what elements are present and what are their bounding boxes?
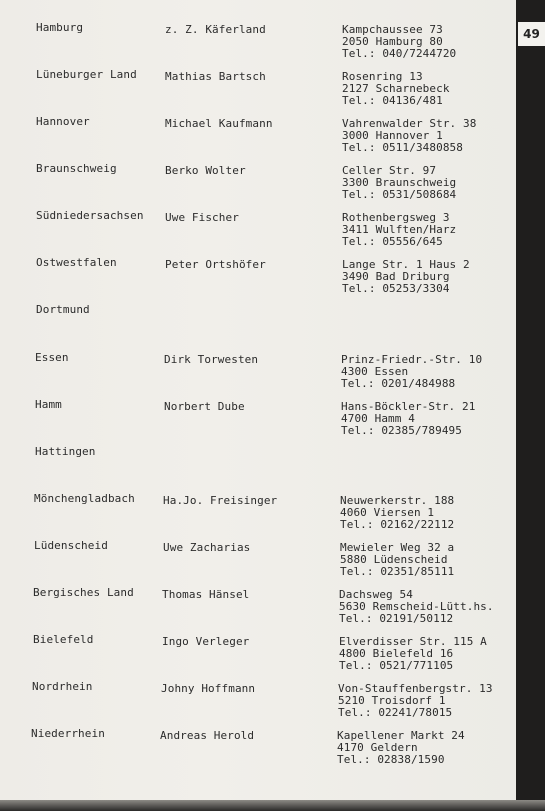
contact-address [340, 495, 454, 531]
phone-line: Tel.: 05253/3304 [342, 282, 450, 295]
address-line: Kampchaussee 73 [342, 23, 443, 36]
address-line: 3411 Wulften/Harz [342, 223, 457, 236]
phone-line: Tel.: 0511/3480858 [342, 141, 464, 154]
region-name: Lüneburger Land [36, 68, 137, 81]
contact-address [338, 683, 493, 719]
phone-line: Tel.: 0531/508684 [342, 188, 457, 201]
directory-row [0, 116, 516, 162]
region-name: Südniedersachsen [36, 209, 144, 222]
address-line: Elverdisser Str. 115 A [339, 635, 487, 648]
directory-row [0, 163, 516, 209]
phone-line: Tel.: 0201/484988 [341, 377, 456, 390]
directory-row [0, 304, 516, 350]
phone-line: Tel.: 02351/85111 [340, 565, 455, 578]
address-line: 5210 Troisdorf 1 [338, 694, 446, 707]
contact-address [342, 24, 456, 60]
region-name: Hattingen [35, 445, 96, 458]
phone-line: Tel.: 05556/645 [342, 235, 443, 248]
phone-line: Tel.: 04136/481 [342, 94, 443, 107]
address-line: 5880 Lüdenscheid [340, 553, 448, 566]
phone-line: Tel.: 02191/50112 [339, 612, 454, 625]
directory-row [0, 257, 516, 303]
phone-line: Tel.: 040/7244720 [342, 47, 457, 60]
contact-person: Uwe Zacharias [163, 541, 251, 554]
directory-row [0, 352, 516, 398]
contact-person: Norbert Dube [164, 400, 245, 413]
phone-line: Tel.: 02241/78015 [338, 706, 453, 719]
contact-person: Ingo Verleger [162, 635, 250, 648]
address-line: Celler Str. 97 [342, 164, 437, 177]
directory-row [0, 587, 516, 633]
address-line: 4700 Hamm 4 [341, 412, 415, 425]
address-line: Rosenring 13 [342, 70, 423, 83]
directory-row [0, 634, 516, 680]
address-line: Dachsweg 54 [339, 588, 413, 601]
address-line: 3300 Braunschweig [342, 176, 457, 189]
contact-person: Ha.Jo. Freisinger [163, 494, 278, 507]
address-line: 2050 Hamburg 80 [342, 35, 443, 48]
contact-address [342, 71, 450, 107]
region-name: Niederrhein [31, 727, 105, 740]
directory-row [0, 22, 516, 68]
region-name: Lüdenscheid [34, 539, 108, 552]
contact-person: Michael Kaufmann [165, 117, 273, 130]
address-line: 5630 Remscheid-Lütt.hs. [339, 600, 494, 613]
directory-row [0, 493, 516, 539]
region-name: Mönchengladbach [34, 492, 135, 505]
address-line: 3490 Bad Driburg [342, 270, 450, 283]
contact-address [341, 354, 482, 390]
region-name: Braunschweig [36, 162, 117, 175]
region-name: Hamburg [36, 21, 84, 34]
contact-address [342, 165, 456, 201]
address-line: Von-Stauffenbergstr. 13 [338, 682, 493, 695]
address-line: 2127 Scharnebeck [342, 82, 450, 95]
address-line: Neuwerkerstr. 188 [340, 494, 455, 507]
address-line: Mewieler Weg 32 a [340, 541, 455, 554]
contact-person: Uwe Fischer [165, 211, 239, 224]
directory-row [0, 728, 516, 774]
contact-person: Berko Wolter [165, 164, 246, 177]
region-name: Essen [35, 351, 69, 364]
phone-line: Tel.: 02838/1590 [337, 753, 445, 766]
address-line: 4800 Bielefeld 16 [339, 647, 454, 660]
contact-address [337, 730, 465, 766]
directory-row [0, 399, 516, 445]
address-line: 4170 Geldern [337, 741, 418, 754]
directory-row [0, 446, 516, 492]
region-name: Ostwestfalen [36, 256, 117, 269]
contact-person: z. Z. Käferland [165, 23, 266, 36]
phone-line: Tel.: 02162/22112 [340, 518, 455, 531]
region-name: Bergisches Land [33, 586, 134, 599]
contact-person: Peter Ortshöfer [165, 258, 266, 271]
contact-person: Dirk Torwesten [164, 353, 259, 366]
contact-address [339, 636, 487, 672]
page-number-tab: 49 [518, 22, 545, 46]
region-name: Bielefeld [33, 633, 94, 646]
contact-address [342, 118, 476, 154]
address-line: Kapellener Markt 24 [337, 729, 465, 742]
address-line: Prinz-Friedr.-Str. 10 [341, 353, 483, 366]
directory-row [0, 540, 516, 586]
address-line: 4060 Viersen 1 [340, 506, 435, 519]
contact-person: Thomas Hänsel [162, 588, 250, 601]
contact-address [342, 259, 470, 295]
address-line: Hans-Böckler-Str. 21 [341, 400, 476, 413]
contact-person: Mathias Bartsch [165, 70, 266, 83]
address-line: 4300 Essen [341, 365, 409, 378]
address-line: 3000 Hannover 1 [342, 129, 443, 142]
address-line: Lange Str. 1 Haus 2 [342, 258, 470, 271]
bottom-shadow [0, 800, 545, 811]
region-name: Nordrhein [32, 680, 93, 693]
region-name: Hamm [35, 398, 62, 411]
contact-person: Johny Hoffmann [161, 682, 256, 695]
directory-row [0, 681, 516, 727]
contact-person: Andreas Herold [160, 729, 255, 742]
region-name: Dortmund [36, 303, 90, 316]
contact-address [340, 542, 454, 578]
region-name: Hannover [36, 115, 90, 128]
contact-address [339, 589, 494, 625]
address-line: Rothenbergsweg 3 [342, 211, 450, 224]
directory-row [0, 210, 516, 256]
phone-line: Tel.: 0521/771105 [339, 659, 454, 672]
contact-address [342, 212, 456, 248]
directory-row [0, 69, 516, 115]
phone-line: Tel.: 02385/789495 [341, 424, 463, 437]
contact-address [341, 401, 475, 437]
address-line: Vahrenwalder Str. 38 [342, 117, 477, 130]
page-edge-binding [516, 0, 545, 811]
